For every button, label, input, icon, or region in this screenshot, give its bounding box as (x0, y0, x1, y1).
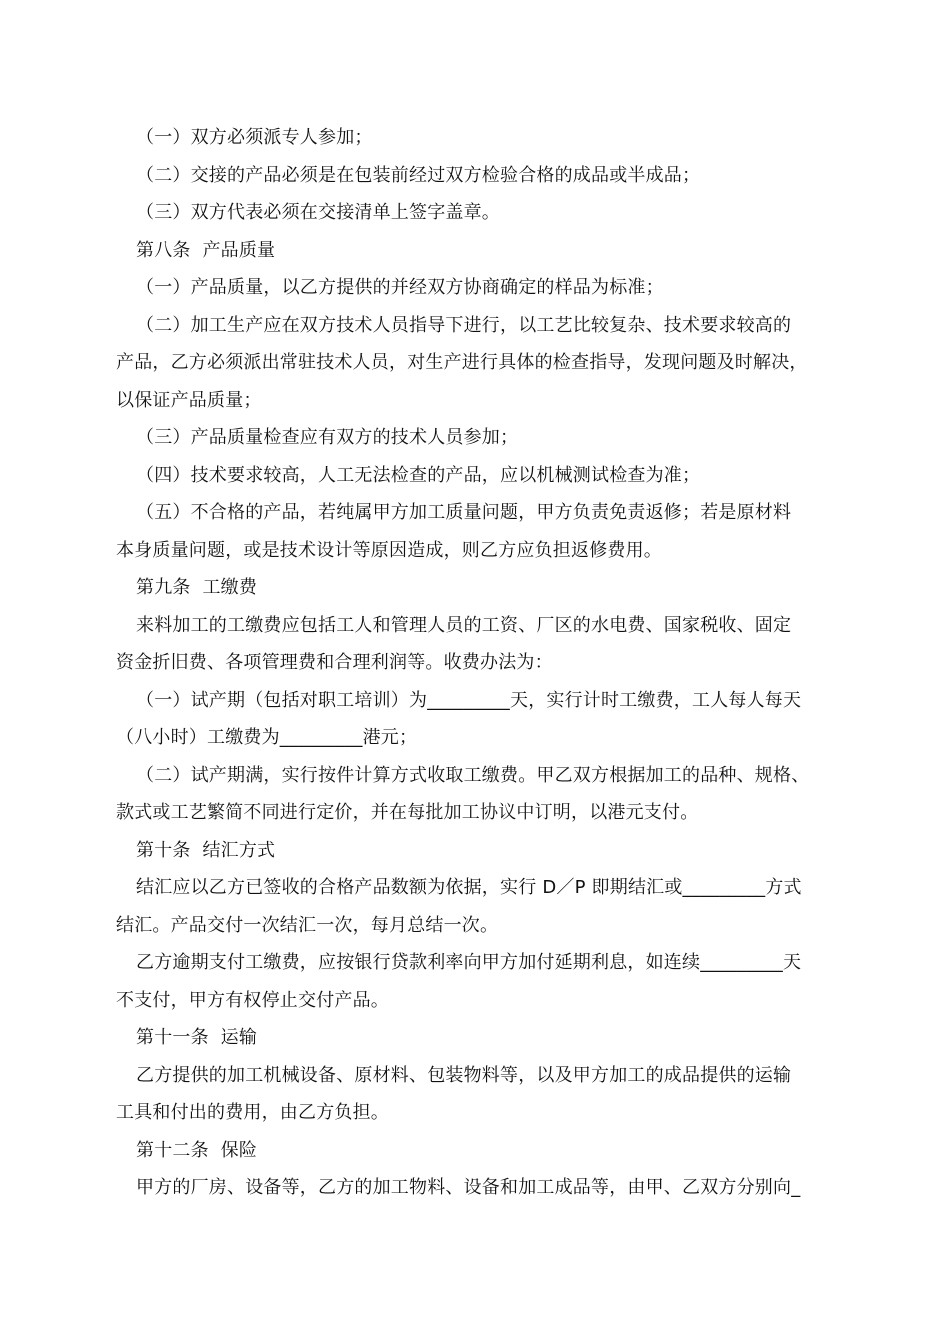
clause-7-item-3: （三）双方代表必须在交接清单上签字盖章。 (136, 202, 500, 223)
clause-8-item-3: （三）产品质量检查应有双方的技术人员参加； (136, 427, 519, 448)
clause-8-item-4: （四）技术要求较高，人工无法检查的产品，应以机械测试检查为准； (136, 465, 701, 486)
clause-10-paragraph-2-line-1: 乙方逾期支付工缴费，应按银行贷款利率向甲方加付延期利息，如连续_________天 (136, 952, 802, 973)
clause-8-item-2-line-1: （二）加工生产应在双方技术人员指导下进行，以工艺比较复杂、技术要求较高的 (136, 315, 792, 336)
clause-11-paragraph-line-2: 工具和付出的费用，由乙方负担。 (116, 1102, 389, 1123)
clause-8-item-5-line-2: 本身质量问题，或是技术设计等原因造成，则乙方应负担返修费用。 (116, 540, 662, 561)
clause-9-item-2-line-2: 款式或工艺繁简不同进行定价，并在每批加工协议中订明，以港元支付。 (116, 802, 699, 823)
clause-9-item-2-line-1: （二）试产期满，实行按件计算方式收取工缴费。甲乙双方根据加工的品种、规格、 (136, 765, 810, 786)
clause-7-item-1: （一）双方必须派专人参加； (136, 127, 373, 148)
clause-9-item-1-line-1: （一）试产期（包括对职工培训）为_________天，实行计时工缴费，工人每人每天 (136, 690, 802, 711)
clause-10-paragraph-1-line-1: 结汇应以乙方已签收的合格产品数额为依据，实行 D／P 即期结汇或_________方式 (136, 877, 802, 898)
clause-8-item-2-line-3: 以保证产品质量； (116, 390, 262, 411)
clause-9-paragraph-line-2: 资金折旧费、各项管理费和合理利润等。收费办法为： (116, 652, 553, 673)
clause-8-item-2-line-2: 产品，乙方必须派出常驻技术人员，对生产进行具体的检查指导，发现问题及时解决， (116, 352, 808, 373)
clause-8-item-1: （一）产品质量，以乙方提供的并经双方协商确定的样品为标准； (136, 277, 664, 298)
clause-10-paragraph-1-line-2: 结汇。产品交付一次结汇一次，每月总结一次。 (116, 915, 499, 936)
clause-7-item-2: （二）交接的产品必须是在包装前经过双方检验合格的成品或半成品； (136, 165, 701, 186)
clause-9-paragraph-line-1: 来料加工的工缴费应包括工人和管理人员的工资、厂区的水电费、国家税收、固定 (136, 615, 792, 636)
clause-9-heading: 第九条 工缴费 (136, 577, 258, 598)
clause-11-heading: 第十一条 运输 (136, 1027, 258, 1048)
clause-8-heading: 第八条 产品质量 (136, 240, 276, 261)
clause-12-paragraph-line-1: 甲方的厂房、设备等，乙方的加工物料、设备和加工成品等，由甲、乙双方分别向_ (136, 1177, 801, 1198)
clause-12-heading: 第十二条 保险 (136, 1140, 258, 1161)
clause-10-paragraph-2-line-2: 不支付，甲方有权停止交付产品。 (116, 990, 389, 1011)
clause-8-item-5-line-1: （五）不合格的产品，若纯属甲方加工质量问题，甲方负责免责返修；若是原材料 (136, 502, 792, 523)
clause-11-paragraph-line-1: 乙方提供的加工机械设备、原材料、包装物料等，以及甲方加工的成品提供的运输 (136, 1065, 792, 1086)
clause-10-heading: 第十条 结汇方式 (136, 840, 276, 861)
clause-9-item-1-line-2: （八小时）工缴费为_________港元； (116, 727, 418, 748)
